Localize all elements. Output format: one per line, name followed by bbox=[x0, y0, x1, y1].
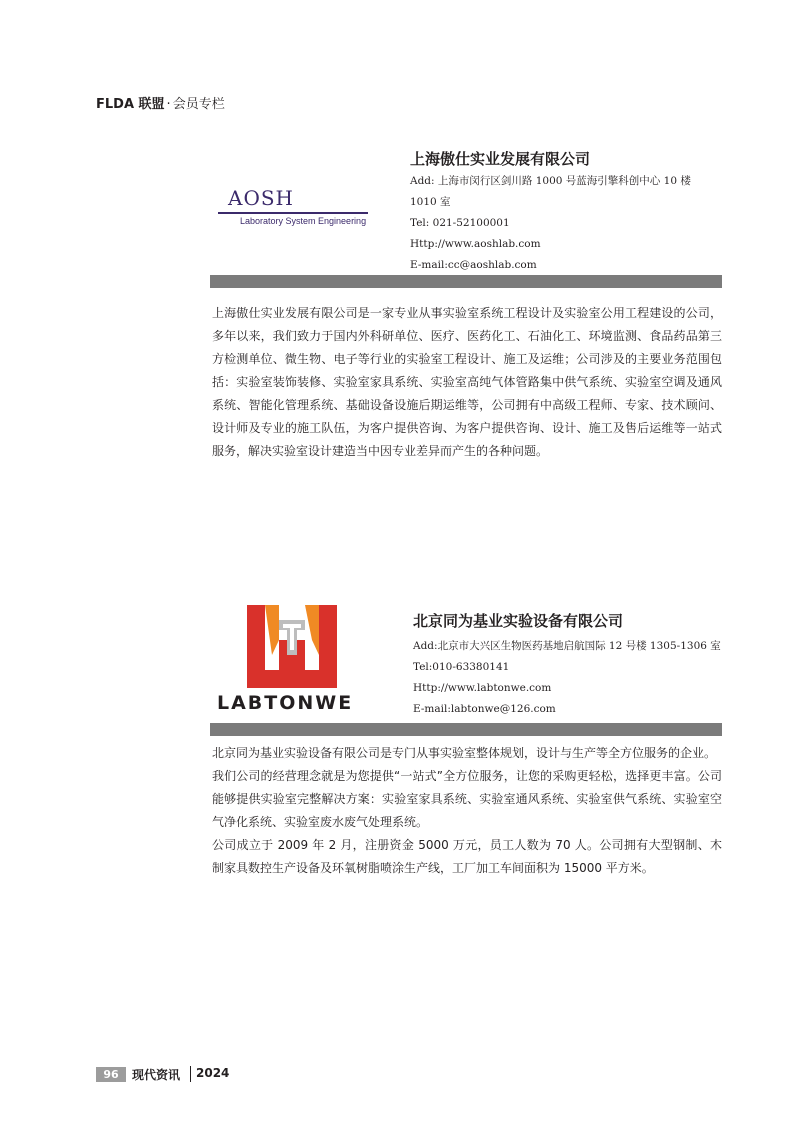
labtonwe-logo bbox=[217, 600, 367, 715]
company1-address-line2: 1010 室 bbox=[410, 196, 451, 208]
magazine-name: 现代资讯 bbox=[132, 1068, 181, 1082]
company2-contact bbox=[413, 636, 721, 720]
company2-tel: Tel:010-63380141 bbox=[413, 661, 510, 673]
aosh-logo bbox=[218, 186, 408, 226]
company1-tel: Tel: 021-52100001 bbox=[410, 217, 510, 229]
company2-paragraph-2: 我们公司的经营理念就是为您提供“一站式”全方位服务，让您的采购更轻松，选择更丰富。公司能够提供实验室完整解决方案：实验室家具系统、实验室通风系统、实验室供气系统、实验室空气净化系统、实验室废水废气处理系统。 bbox=[212, 769, 722, 829]
divider-bar-1 bbox=[210, 275, 722, 288]
company1-email: E-mail:cc@aoshlab.com bbox=[410, 259, 537, 271]
company1-contact bbox=[410, 171, 691, 276]
footer-separator bbox=[190, 1066, 191, 1082]
company2-address: Add:北京市大兴区生物医药基地启航国际 12 号楼 1305-1306 室 bbox=[413, 640, 721, 652]
company2-paragraph-1: 北京同为基业实验设备有限公司是专门从事实验室整体规划，设计与生产等全方位服务的企业。 bbox=[212, 746, 717, 760]
divider-bar-2 bbox=[210, 723, 722, 736]
labtonwe-w-icon bbox=[217, 600, 367, 690]
header-dot: · bbox=[166, 97, 171, 112]
page-header bbox=[96, 93, 225, 112]
aosh-logo-subtitle: Laboratory System Engineering bbox=[240, 216, 367, 226]
header-brand: FLDA 联盟 bbox=[96, 97, 165, 112]
footer-year: 2024 bbox=[196, 1066, 230, 1080]
company1-description bbox=[212, 302, 722, 463]
aosh-logo-text: AOSH bbox=[228, 186, 294, 210]
company2-website: Http://www.labtonwe.com bbox=[413, 682, 552, 694]
company1-website: Http://www.aoshlab.com bbox=[410, 238, 541, 250]
company2-email: E-mail:labtonwe@126.com bbox=[413, 703, 556, 715]
company1-name: 上海傲仕实业发展有限公司 bbox=[410, 150, 591, 168]
company2-name: 北京同为基业实验设备有限公司 bbox=[413, 612, 624, 630]
company1-address-line1: Add: 上海市闵行区剑川路 1000 号蓝海引擎科创中心 10 楼 bbox=[410, 175, 691, 187]
labtonwe-logo-text: LABTONWE bbox=[217, 692, 354, 714]
page-number: 96 bbox=[96, 1067, 126, 1082]
header-section: 会员专栏 bbox=[172, 97, 225, 112]
aosh-logo-line bbox=[218, 212, 368, 214]
company2-paragraph-3: 公司成立于 2009 年 2 月，注册资金 5000 万元，员工人数为 70 人。公司拥有大型钢制、木制家具数控生产设备及环氧树脂喷涂生产线，工厂加工车间面积为 15000 平方米。 bbox=[212, 838, 722, 875]
company1-description-text: 上海傲仕实业发展有限公司是一家专业从事实验室系统工程设计及实验室公用工程建设的公司，多年以来，我们致力于国内外科研单位、医疗、医药化工、石油化工、环境监测、食品药品第三方检测单位、微生物、电子等行业的实验室工程设计、施工及运维；公司涉及的主要业务范围包括：实验室装饰装修、实验室家具系统、实验室高纯气体管路集中供气系统、实验室空调及通风系统、智能化管理系统、基础设备设施后期运维等，公司拥有中高级工程师、专家、技术顾问、设计师及专业的施工队伍，为客户提供咨询、为客户提供咨询、设计、施工及售后运维等一站式服务，解决实验室设计建造当中因专业差异而产生的各种问题。 bbox=[212, 306, 722, 458]
company2-description bbox=[212, 742, 722, 880]
